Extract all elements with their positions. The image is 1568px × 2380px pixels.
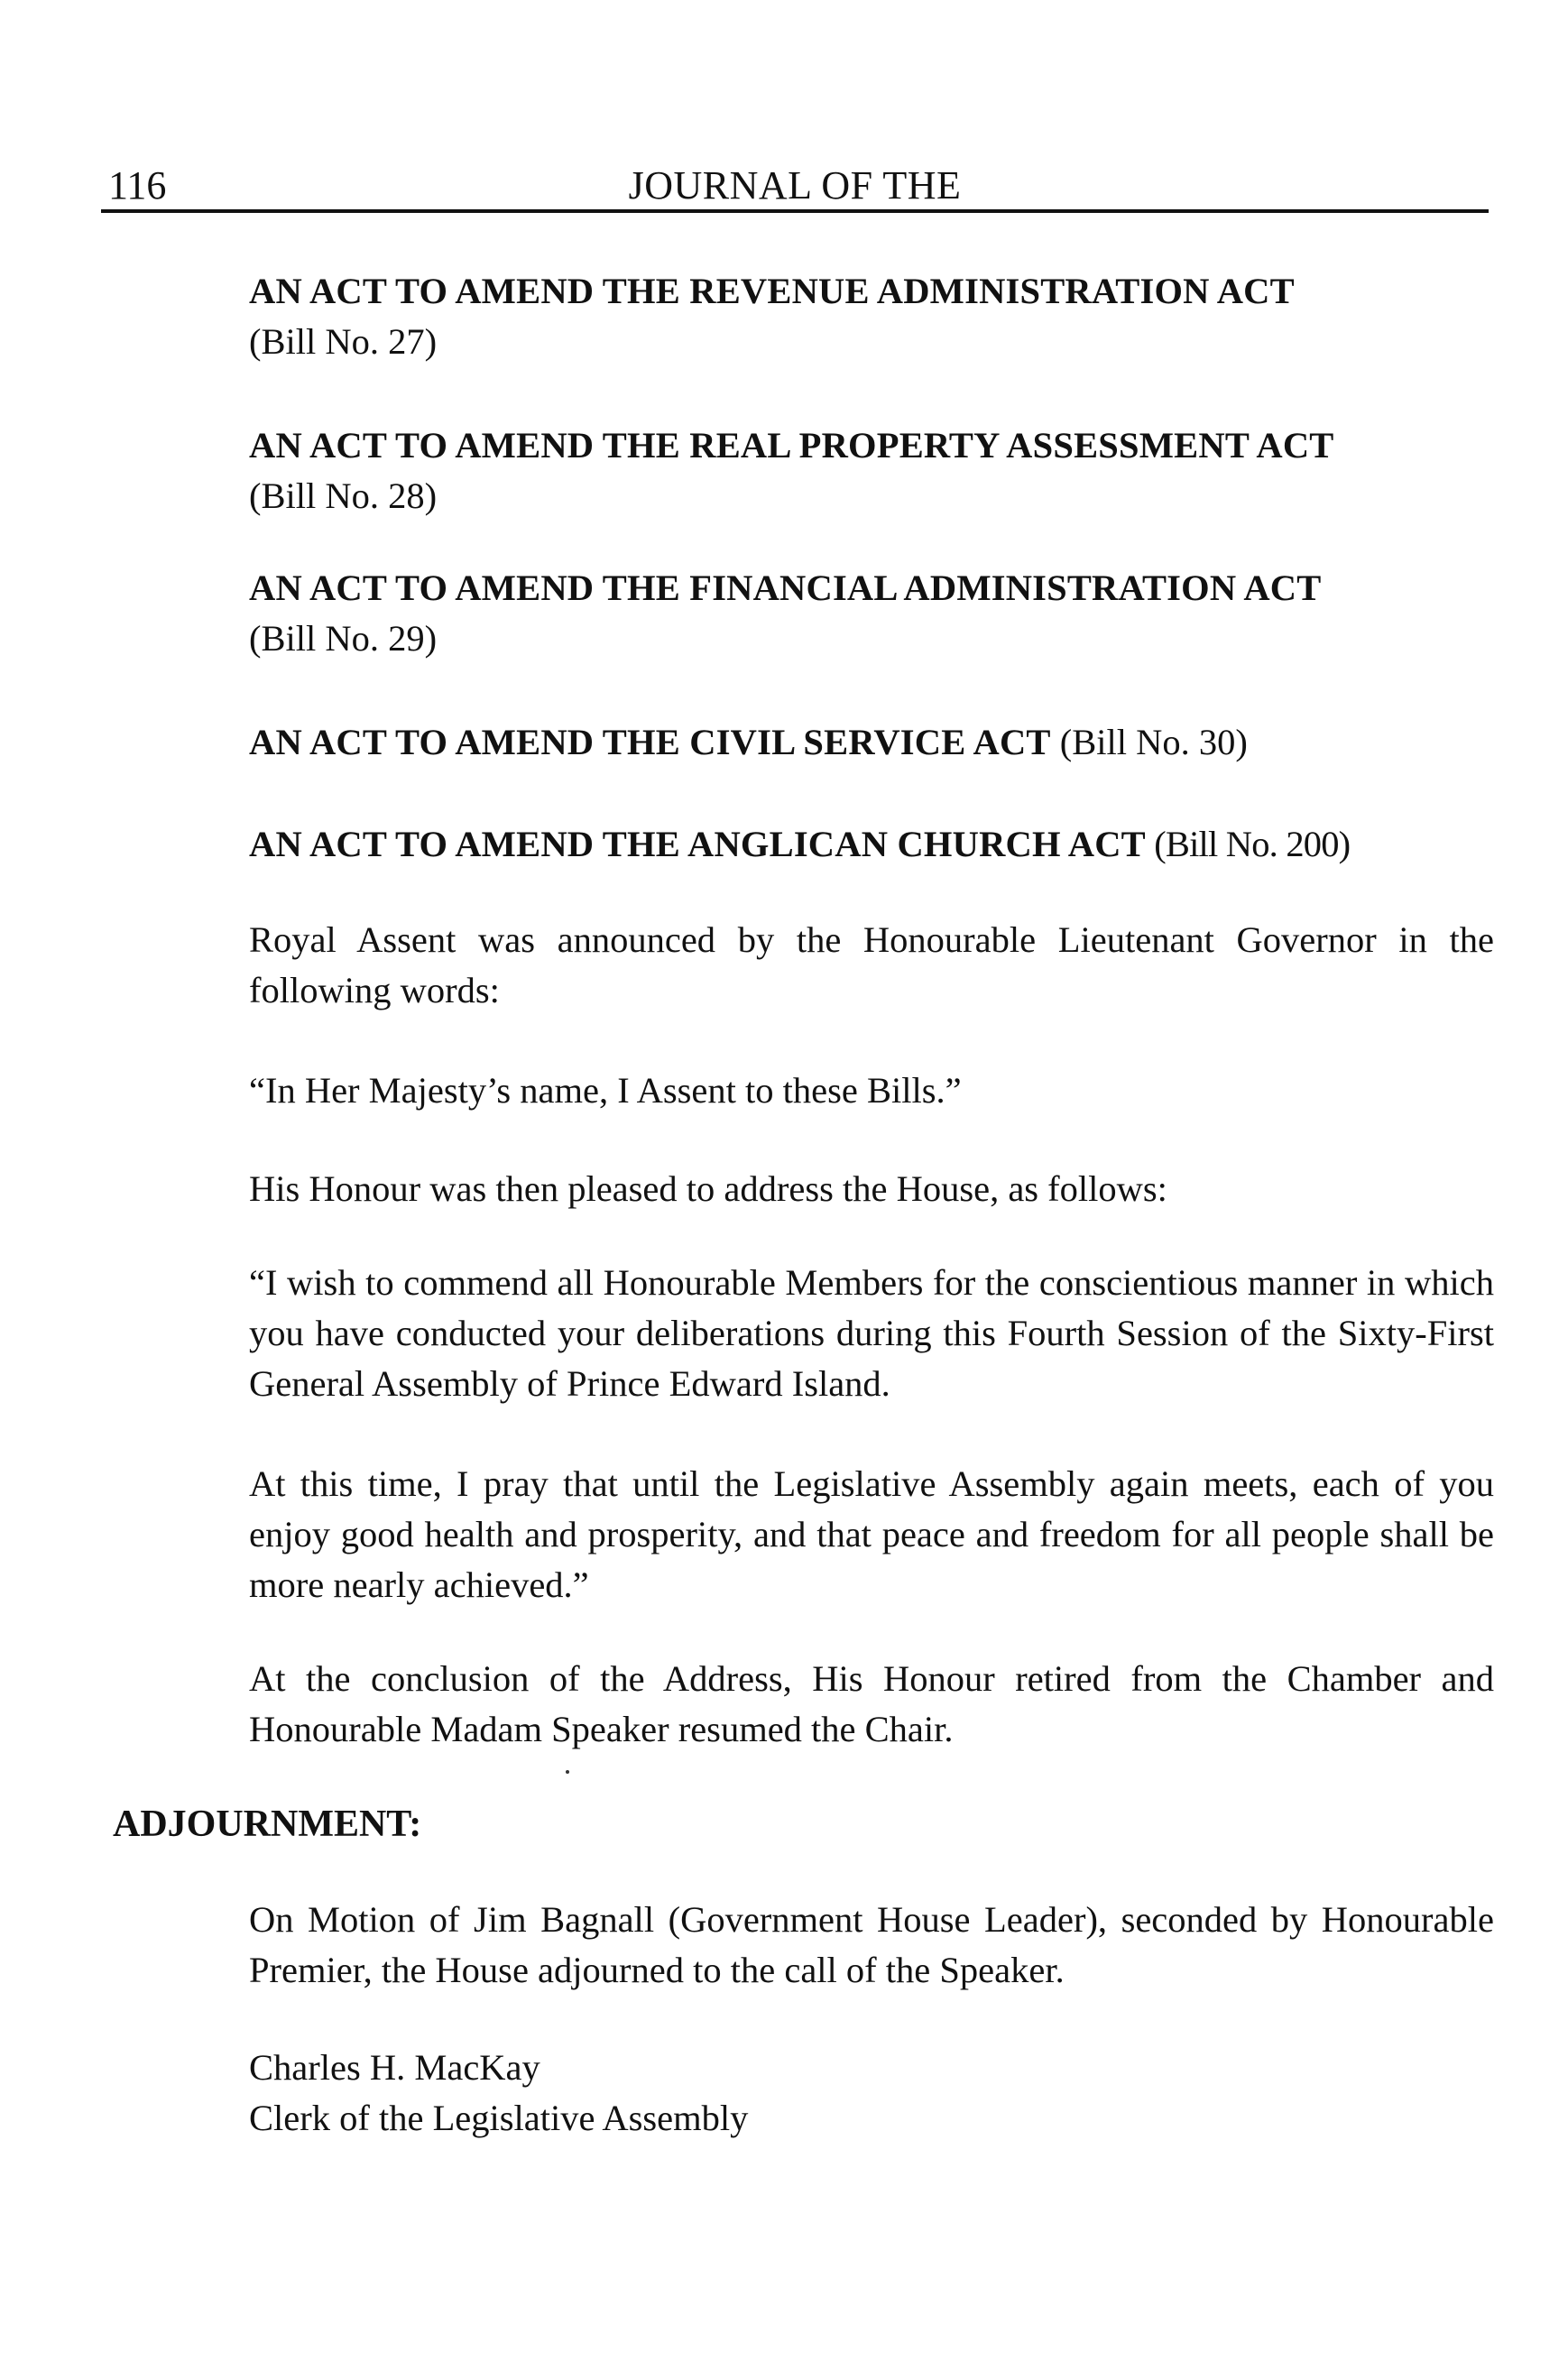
act-entry-anglican-church <box>249 819 1494 870</box>
header-rule <box>101 209 1489 213</box>
clerk-title: Clerk of the Legislative Assembly <box>249 2098 749 2138</box>
print-speck <box>566 1770 569 1774</box>
page-number: 116 <box>108 163 167 208</box>
address-paragraph-2: At this time, I pray that until the Legislative Assembly again meets, each of you enjoy good health and prosperity, and that peace and freedom for all people shall be more nearly achieved.” <box>249 1463 1494 1605</box>
act-title: AN ACT TO AMEND THE ANGLICAN CHURCH ACT <box>249 824 1146 864</box>
clerk-name: Charles H. MacKay <box>249 2047 540 2088</box>
act-entry-civil-service <box>249 717 1494 768</box>
assent-quote: “In Her Majesty’s name, I Assent to these Bills.” <box>249 1070 962 1111</box>
act-title: AN ACT TO AMEND THE REAL PROPERTY ASSESSMENT ACT <box>249 425 1334 466</box>
journal-title: JOURNAL OF THE <box>628 163 962 208</box>
royal-assent-paragraph: Royal Assent was announced by the Honourable Lieutenant Governor in the following words: <box>249 919 1494 1010</box>
act-title: AN ACT TO AMEND THE FINANCIAL ADMINISTRATION ACT <box>249 567 1322 608</box>
act-entry-revenue <box>249 266 1494 367</box>
bill-number: (Bill No. 27) <box>249 321 438 362</box>
conclusion-paragraph: At the conclusion of the Address, His Honour retired from the Chamber and Honourable Madam Speaker resumed the Chair. <box>249 1658 1494 1749</box>
bill-number: (Bill No. 200) <box>1154 824 1351 864</box>
act-title: AN ACT TO AMEND THE CIVIL SERVICE ACT <box>249 722 1051 762</box>
adjournment-heading: ADJOURNMENT: <box>113 1803 422 1845</box>
act-entry-financial <box>249 563 1494 664</box>
clerk-signature <box>249 2043 1494 2144</box>
act-title: AN ACT TO AMEND THE REVENUE ADMINISTRATION ACT <box>249 271 1295 311</box>
running-header <box>101 155 1489 209</box>
address-intro: His Honour was then pleased to address the House, as follows: <box>249 1168 1167 1209</box>
bill-number: (Bill No. 30) <box>1059 722 1248 762</box>
act-entry-real-property <box>249 420 1494 521</box>
adjournment-motion: On Motion of Jim Bagnall (Government House Leader), seconded by Honourable Premier, the House adjourned to the call of the Speaker. <box>249 1899 1494 1990</box>
bill-number: (Bill No. 28) <box>249 475 438 516</box>
bill-number: (Bill No. 29) <box>249 618 438 659</box>
address-paragraph-1: “I wish to commend all Honourable Members for the conscientious manner in which you have conducted your deliberations during this Fourth Session of the Sixty-First General Assembly of Prince Edward Island. <box>249 1262 1494 1404</box>
